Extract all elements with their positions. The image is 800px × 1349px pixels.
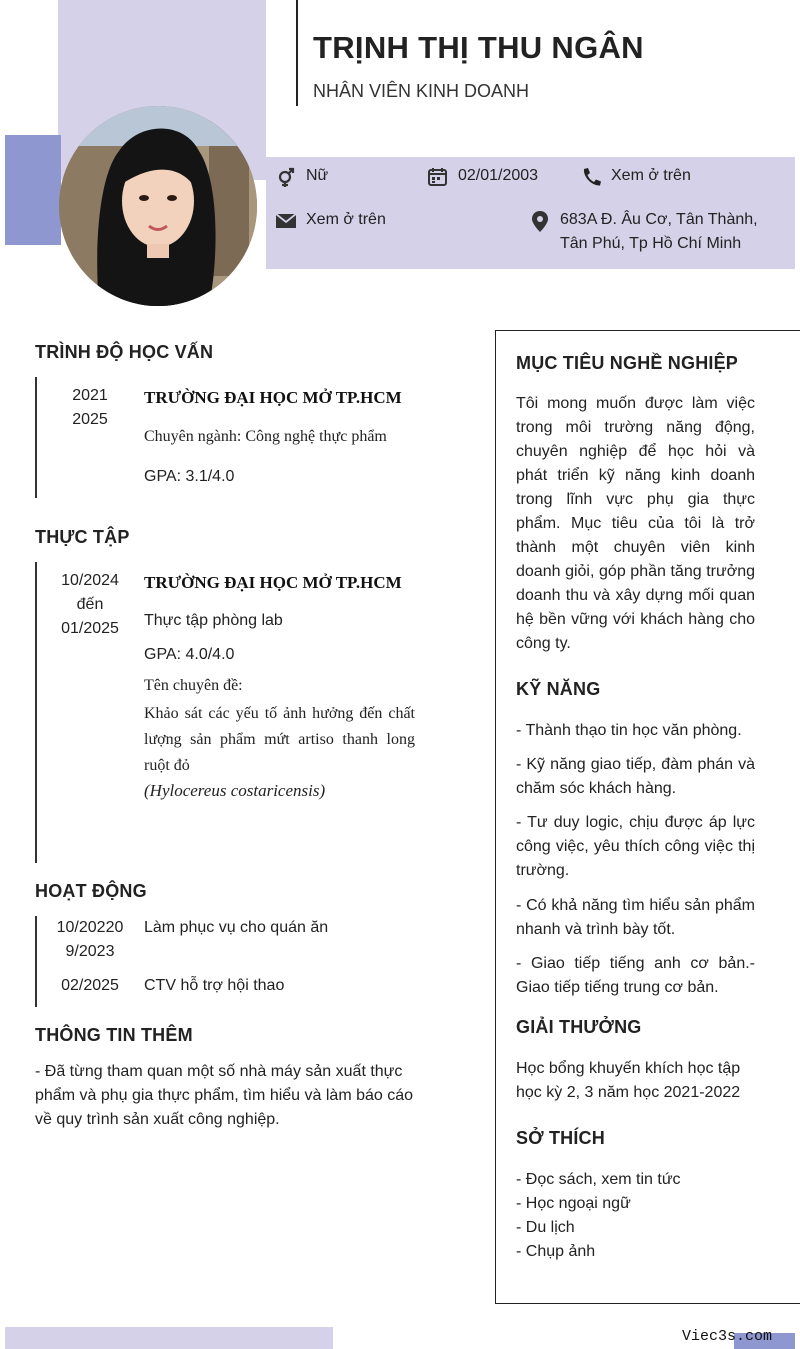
decor-block-bottom: [5, 1327, 333, 1349]
awards-title: GIẢI THƯỞNG: [516, 1017, 642, 1037]
objective-title: MỤC TIÊU NGHỀ NGHIỆP: [516, 353, 739, 373]
email-icon: [276, 210, 296, 232]
internship-date-end: 01/2025: [61, 620, 119, 637]
candidate-role: NHÂN VIÊN KINH DOANH: [313, 81, 530, 101]
internship-topic-latin: (Hylocereus costaricensis): [144, 781, 326, 800]
hobby-item: - Học ngoại ngữ: [516, 1195, 631, 1212]
education-year-end: 2025: [72, 411, 108, 428]
education-title: TRÌNH ĐỘ HỌC VẤN: [35, 342, 214, 362]
hobby-item: - Chụp ảnh: [516, 1243, 596, 1260]
skill-item: - Có khả năng tìm hiểu sản phẩm nhanh và trình bày tốt.: [516, 897, 755, 938]
internship-topic: Khảo sát các yếu tố ảnh hưởng đến chất lượng sản phẩm mứt artiso thanh long ruột đỏ: [144, 705, 415, 774]
calendar-icon: [428, 166, 448, 188]
location-icon: [530, 210, 550, 234]
candidate-name: TRỊNH THỊ THU NGÂN: [313, 30, 644, 65]
skills-title: KỸ NĂNG: [516, 679, 601, 699]
internship-date-mid: đến: [76, 596, 104, 613]
internship-title: THỰC TẬP: [35, 527, 130, 547]
skill-item: - Thành thạo tin học văn phòng.: [516, 722, 742, 739]
dob-value: 02/01/2003: [458, 167, 539, 184]
decor-block-left: [5, 135, 61, 245]
gender-value: Nữ: [306, 167, 329, 184]
extra-title: THÔNG TIN THÊM: [35, 1025, 193, 1045]
hobby-item: - Đọc sách, xem tin tức: [516, 1171, 681, 1188]
phone-icon: [581, 166, 601, 188]
internship-gpa: GPA: 4.0/4.0: [144, 646, 235, 663]
address-line2: Tân Phú, Tp Hồ Chí Minh: [560, 235, 742, 252]
email-value: Xem ở trên: [306, 211, 386, 228]
objective-text: Tôi mong muốn được làm việc trong môi trường năng động, chuyên nghiệp để học hỏi và phát triển kỹ năng kinh doanh trong lĩnh vực phụ gia thực phẩm. Mục tiêu của tôi là trở thành một chuyên viên kinh doanh giỏi, góp phần tăng trưởng doanh thu và xây dựng mối quan hệ bền vững với khách hàng cho công ty.: [516, 395, 755, 652]
name-accent-bar: [296, 0, 298, 106]
avatar: [59, 106, 257, 306]
activity-1-date-line1: 10/20220: [56, 919, 124, 936]
skill-item: - Kỹ năng giao tiếp, đàm phán và chăm sóc khách hàng.: [516, 756, 755, 797]
extra-text: - Đã từng tham quan một số nhà máy sản xuất thực phẩm và phụ gia thực phẩm, tìm hiểu và làm báo cáo về quy trình sản xuất công nghiệp.: [35, 1063, 414, 1128]
education-year-start: 2021: [72, 387, 108, 404]
internship-position: Thực tập phòng lab: [144, 612, 283, 629]
internship-date-start: 10/2024: [61, 572, 119, 589]
watermark: Viec3s.com: [681, 1328, 772, 1345]
skill-item: - Tư duy logic, chịu được áp lực công việc, yêu thích công việc thị trường.: [516, 814, 755, 879]
education-gpa: GPA: 3.1/4.0: [144, 468, 235, 485]
hobbies-title: SỞ THÍCH: [516, 1128, 605, 1148]
gender-icon: [276, 166, 296, 188]
activity-1-date-line2: 9/2023: [65, 943, 115, 960]
education-school: TRƯỜNG ĐẠI HỌC MỞ TP.HCM: [144, 388, 402, 407]
activities-title: HOẠT ĐỘNG: [35, 881, 147, 901]
address-line1: 683A Đ. Âu Cơ, Tân Thành,: [560, 211, 758, 228]
activity-1-desc: Làm phục vụ cho quán ăn: [144, 919, 329, 936]
internship-topic-label: Tên chuyên đề:: [144, 677, 243, 694]
activity-2-date: 02/2025: [61, 977, 119, 994]
skill-item: - Giao tiếp tiếng anh cơ bản.- Giao tiếp tiếng trung cơ bản.: [516, 955, 755, 996]
education-major: Chuyên ngành: Công nghệ thực phẩm: [144, 428, 387, 445]
internship-school: TRƯỜNG ĐẠI HỌC MỞ TP.HCM: [144, 573, 402, 592]
activity-2-desc: CTV hỗ trợ hội thao: [144, 977, 285, 994]
awards-text: Học bổng khuyến khích học tập học kỳ 2, 3 năm học 2021-2022: [516, 1060, 741, 1101]
hobby-item: - Du lịch: [516, 1219, 575, 1236]
phone-value: Xem ở trên: [611, 167, 691, 184]
